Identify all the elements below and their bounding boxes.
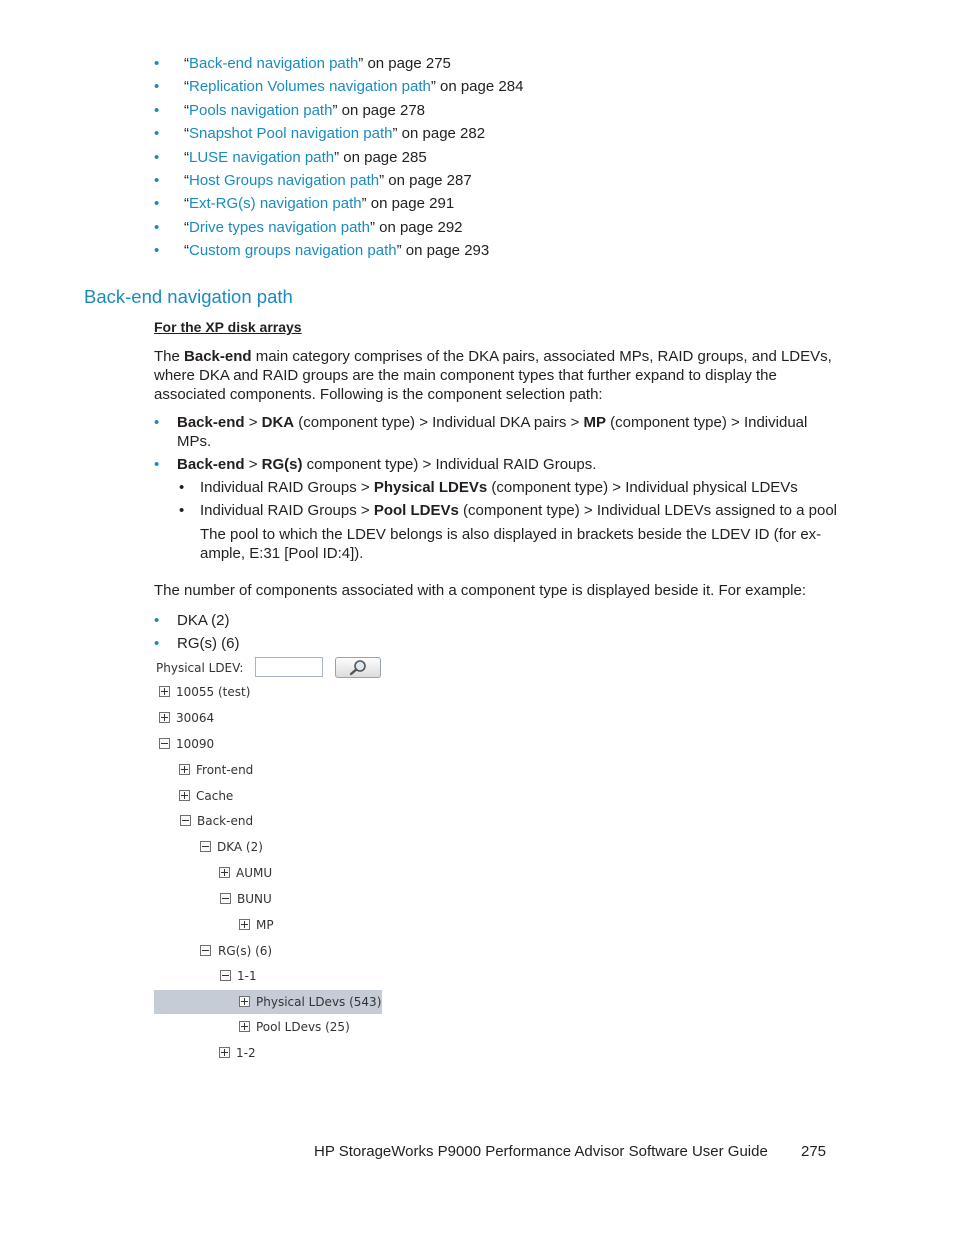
- link-luse-navigation-path[interactable]: LUSE navigation path: [189, 148, 335, 166]
- bullet: •: [179, 502, 185, 519]
- tree-node[interactable]: [154, 707, 384, 729]
- open-quote: “: [184, 171, 189, 189]
- text-run: main category comprises of the DKA pairs, associated MPs, RAID groups, and LDEVs, where DKA and RAID groups are the main component types that further expand to display the associated components. Following is the component selection path:: [154, 348, 832, 403]
- open-quote: “: [184, 218, 189, 236]
- tree-node-selected[interactable]: [154, 990, 382, 1014]
- bullet: •: [154, 456, 160, 473]
- list-item: [154, 76, 854, 99]
- link-drive-types-navigation-path[interactable]: Drive types navigation path: [189, 218, 370, 236]
- tree-node-label: 30064: [176, 711, 215, 725]
- example-text: DKA (2): [177, 612, 230, 629]
- bullet: •: [154, 171, 160, 189]
- subheading: For the XP disk arrays: [154, 319, 302, 335]
- expand-icon[interactable]: [159, 686, 170, 697]
- collapse-icon[interactable]: [200, 841, 211, 852]
- section-heading: Back-end navigation path: [84, 286, 293, 307]
- expand-icon[interactable]: [159, 712, 170, 723]
- component-tree: [154, 655, 384, 1065]
- physical-ldev-label: Physical LDEV:: [156, 661, 244, 675]
- tree-node-label: Front-end: [196, 763, 254, 777]
- bullet: •: [154, 635, 160, 652]
- link-pools-navigation-path[interactable]: Pools navigation path: [189, 101, 333, 119]
- list-item: [154, 100, 854, 123]
- list-item: [154, 609, 240, 632]
- page-number: 275: [801, 1143, 827, 1160]
- physical-ldev-search-input[interactable]: [255, 657, 323, 677]
- footer-title: HP StorageWorks P9000 Performance Advisor Software User Guide: [314, 1143, 768, 1160]
- link-ext-rgs-navigation-path[interactable]: Ext-RG(s) navigation path: [189, 195, 362, 213]
- tree-node-label: 1-1: [237, 969, 257, 983]
- open-quote: “: [184, 101, 189, 119]
- expand-icon[interactable]: [219, 867, 230, 878]
- tree-node-label: Back-end: [197, 814, 254, 828]
- text-run: (component type) > Individual physical LDEVs: [487, 479, 798, 496]
- expand-icon[interactable]: [239, 919, 250, 930]
- open-quote: “: [184, 148, 189, 166]
- selection-path-list: [154, 413, 834, 451]
- bullet: •: [154, 242, 160, 260]
- page-reference: ” on page 284: [430, 78, 524, 96]
- expand-icon[interactable]: [179, 790, 190, 801]
- expand-icon[interactable]: [219, 1047, 230, 1058]
- page-reference: ” on page 282: [392, 125, 486, 143]
- list-item: [154, 53, 854, 76]
- text-run: >: [244, 414, 262, 431]
- list-item: [154, 632, 240, 655]
- tree-node[interactable]: [154, 862, 384, 884]
- bullet: •: [154, 125, 160, 143]
- tree-node[interactable]: [154, 940, 384, 962]
- page-reference: ” on page 287: [379, 171, 472, 189]
- open-quote: “: [184, 195, 189, 213]
- list-item: [177, 501, 837, 520]
- bullet: •: [154, 78, 160, 96]
- bullet: •: [154, 101, 160, 119]
- bold-term: Back-end: [184, 348, 252, 365]
- tree-node[interactable]: [154, 733, 384, 755]
- page-reference: ” on page 278: [332, 101, 426, 119]
- example-list: [154, 609, 240, 655]
- search-button[interactable]: [335, 657, 381, 678]
- tree-node-label: BUNU: [237, 892, 272, 906]
- expand-icon[interactable]: [239, 996, 250, 1007]
- tree-node[interactable]: [154, 759, 384, 781]
- bold-term: Back-end: [177, 414, 245, 431]
- tree-node-label: 10090: [176, 737, 215, 751]
- bullet: •: [154, 414, 160, 431]
- link-custom-groups-navigation-path[interactable]: Custom groups navigation path: [189, 242, 397, 260]
- tree-node-label: 10055 (test): [176, 685, 251, 699]
- list-item: [154, 170, 854, 193]
- bullet: •: [154, 195, 160, 213]
- tree-node-label: DKA (2): [217, 840, 263, 854]
- link-back-end-navigation-path[interactable]: Back-end navigation path: [189, 55, 359, 72]
- collapse-icon[interactable]: [180, 815, 191, 826]
- tree-node[interactable]: [154, 836, 384, 858]
- collapse-icon[interactable]: [159, 738, 170, 749]
- list-item: [154, 240, 854, 263]
- open-quote: “: [184, 125, 189, 143]
- pool-note: The pool to which the LDEV belongs is also displayed in brackets beside the LDEV ID (for ex- ample, E:31 [Pool ID:4]).: [200, 526, 822, 562]
- text-run: >: [244, 456, 262, 473]
- bullet: •: [154, 55, 160, 72]
- text-run: The: [154, 348, 185, 365]
- bullet: •: [154, 148, 160, 166]
- tree-node-label: RG(s) (6): [218, 944, 273, 958]
- text-run: (component type) > Individual MPs.: [177, 414, 808, 450]
- tree-node-label: Cache: [196, 789, 234, 803]
- navigation-path-link-list: [154, 53, 854, 264]
- text-run: Individual RAID Groups >: [200, 502, 374, 519]
- tree-node[interactable]: [154, 785, 384, 807]
- tree-node[interactable]: [154, 965, 384, 987]
- tree-node-label: 1-2: [236, 1046, 256, 1060]
- tree-node[interactable]: [154, 914, 384, 936]
- intro-paragraph: [154, 347, 834, 404]
- page-reference: ” on page 275: [358, 55, 451, 72]
- link-host-groups-navigation-path[interactable]: Host Groups navigation path: [189, 171, 380, 189]
- page-reference: ” on page 292: [369, 218, 463, 236]
- bullet: •: [179, 479, 185, 496]
- tree-node-label: AUMU: [236, 866, 273, 880]
- tree-node-label: Physical LDevs (543): [256, 995, 382, 1009]
- tree-node-label: Pool LDevs (25): [256, 1020, 350, 1034]
- bold-term: Pool LDEVs: [373, 502, 459, 519]
- text-run: Individual RAID Groups >: [200, 479, 374, 496]
- tree-node[interactable]: [154, 1016, 384, 1038]
- list-item: [154, 193, 854, 216]
- bold-term: Back-end: [177, 456, 245, 473]
- link-snapshot-pool-navigation-path[interactable]: Snapshot Pool navigation path: [189, 125, 393, 143]
- open-quote: “: [184, 242, 189, 260]
- tree-node[interactable]: [154, 810, 384, 832]
- sub-path-list: [177, 478, 837, 497]
- tree-node-label: MP: [256, 918, 274, 932]
- collapse-icon[interactable]: [200, 945, 211, 956]
- open-quote: “: [184, 78, 189, 96]
- link-replication-volumes-navigation-path[interactable]: Replication Volumes navigation path: [189, 78, 431, 96]
- collapse-icon[interactable]: [220, 893, 231, 904]
- bold-term: MP: [583, 414, 606, 431]
- bullet: •: [154, 218, 160, 236]
- collapse-icon[interactable]: [220, 970, 231, 981]
- tree-node[interactable]: [154, 681, 384, 703]
- example-text: RG(s) (6): [177, 635, 240, 652]
- open-quote: “: [184, 55, 189, 72]
- list-item: [154, 217, 854, 240]
- list-item: [154, 123, 854, 146]
- list-item: [177, 478, 837, 497]
- selection-path-list: [154, 455, 834, 474]
- list-item: [154, 455, 834, 474]
- list-item: [154, 413, 834, 451]
- expand-icon[interactable]: [179, 764, 190, 775]
- sub-path-list: [177, 501, 837, 520]
- page-reference: ” on page 285: [334, 148, 427, 166]
- page-reference: ” on page 291: [361, 195, 455, 213]
- text-run: (component type) > Individual DKA pairs >: [294, 414, 584, 431]
- text-run: component type) > Individual RAID Groups.: [302, 456, 597, 473]
- bold-term: Physical LDEVs: [373, 479, 488, 496]
- search-icon: [347, 659, 369, 676]
- tree-node[interactable]: [154, 888, 384, 910]
- text-run: (component type) > Individual LDEVs assigned to a pool: [458, 502, 838, 519]
- bold-term: DKA: [261, 414, 295, 431]
- list-item: [154, 147, 854, 170]
- page-reference: ” on page 293: [396, 242, 490, 260]
- expand-icon[interactable]: [239, 1021, 250, 1032]
- tree-node[interactable]: [154, 1042, 384, 1064]
- count-intro-paragraph: The number of components associated with a component type is displayed beside it. For example:: [154, 582, 807, 599]
- bullet: •: [154, 612, 160, 629]
- bold-term: RG(s): [261, 456, 303, 473]
